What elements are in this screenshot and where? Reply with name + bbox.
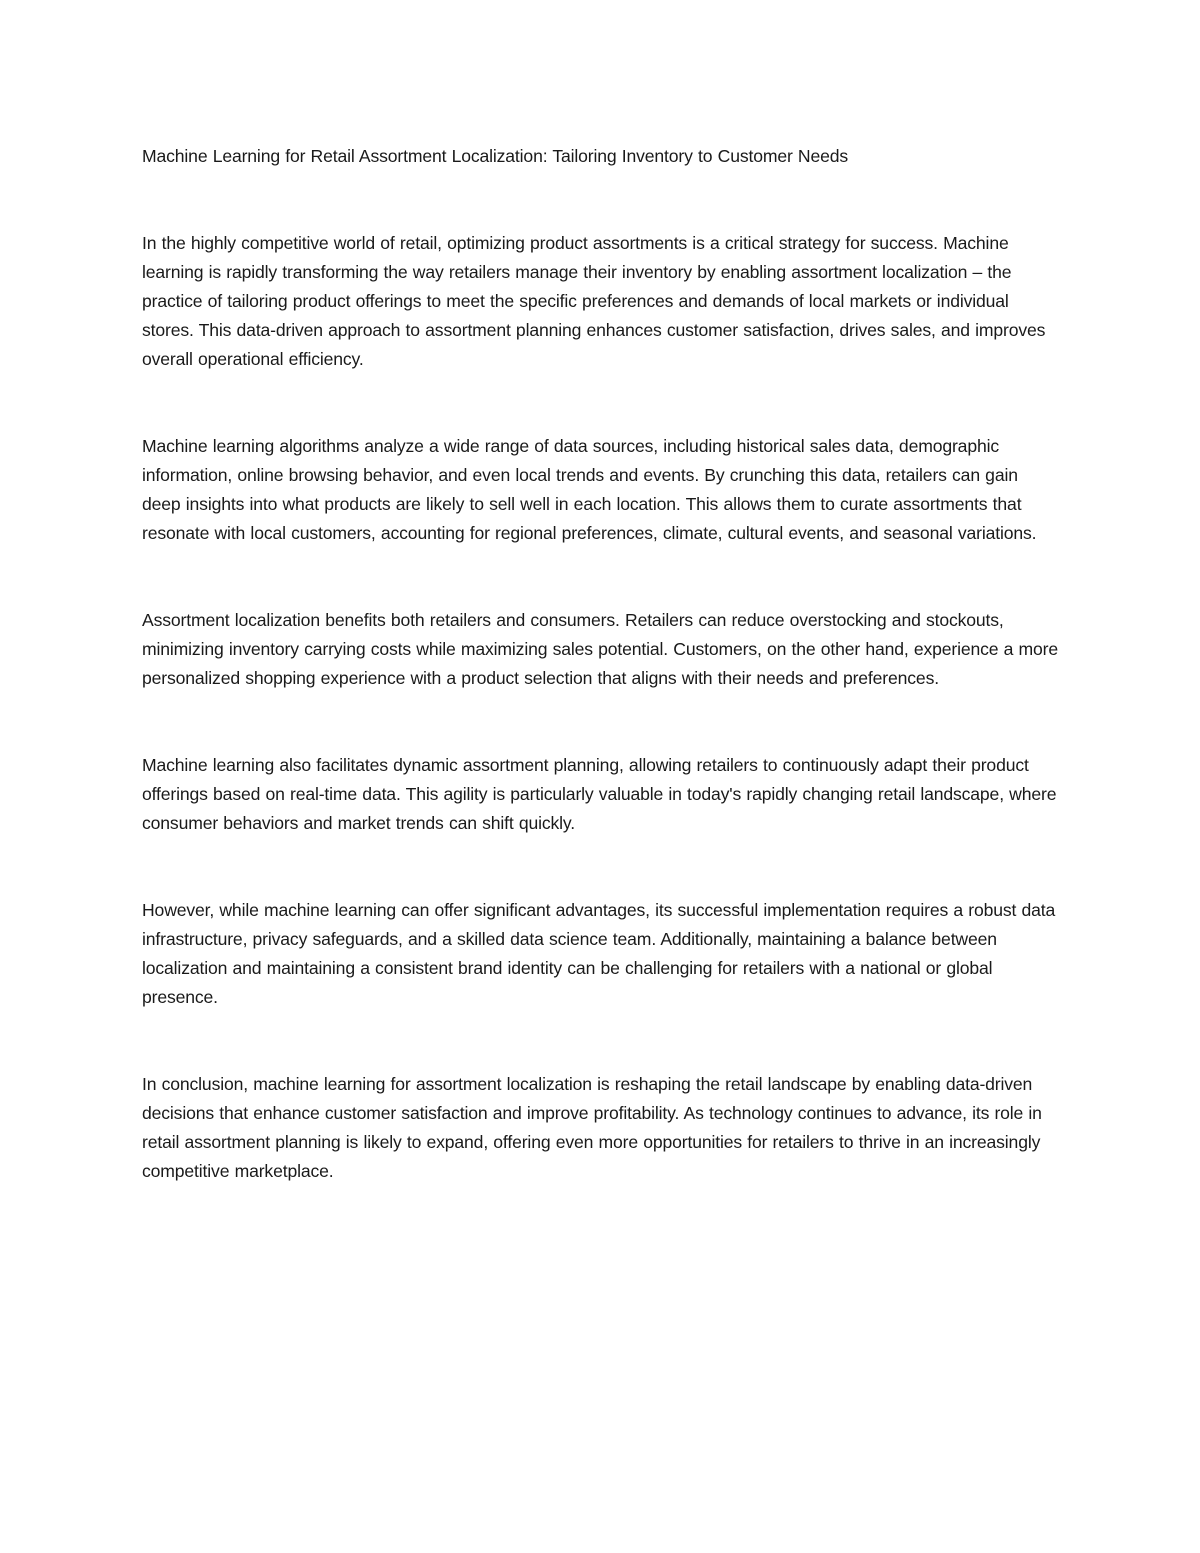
document-title: Machine Learning for Retail Assortment Localization: Tailoring Inventory to Customer Needs <box>142 146 849 166</box>
paragraph-intro: In the highly competitive world of retail, optimizing product assortments is a critical strategy for success. Machine learning is rapidly transforming the way retailers manage their inventory by enabling assortment localization – the practice of tailoring product offerings to meet the specific preferences and demands of local markets or individual stores. This data-driven approach to assortment planning enhances customer satisfaction, drives sales, and improves overall operational efficiency. <box>142 233 1046 369</box>
paragraph-dynamic-planning: Machine learning also facilitates dynamic assortment planning, allowing retailers to continuously adapt their product offerings based on real-time data. This agility is particularly valuable in today's rapidly changing retail landscape, where consumer behaviors and market trends can shift quickly. <box>142 755 1057 833</box>
paragraph-challenges: However, while machine learning can offer significant advantages, its successful implementation requires a robust data infrastructure, privacy safeguards, and a skilled data science team. Additionally, maintaining a balance between localization and maintaining a consistent brand identity can be challenging for retailers with a national or global presence. <box>142 900 1056 1007</box>
paragraph-conclusion: In conclusion, machine learning for assortment localization is reshaping the retail landscape by enabling data-driven decisions that enhance customer satisfaction and improve profitability. As technology continues to advance, its role in retail assortment planning is likely to expand, offering even more opportunities for retailers to thrive in an increasingly competitive marketplace. <box>142 1074 1042 1181</box>
paragraph-algorithms: Machine learning algorithms analyze a wide range of data sources, including historical sales data, demographic information, online browsing behavior, and even local trends and events. By crunching this data, retailers can gain deep insights into what products are likely to sell well in each location. This allows them to curate assortments that resonate with local customers, accounting for regional preferences, climate, cultural events, and seasonal variations. <box>142 436 1037 543</box>
document-body <box>142 142 1060 1186</box>
paragraph-benefits: Assortment localization benefits both retailers and consumers. Retailers can reduce overstocking and stockouts, minimizing inventory carrying costs while maximizing sales potential. Customers, on the other hand, experience a more personalized shopping experience with a product selection that aligns with their needs and preferences. <box>142 610 1058 688</box>
